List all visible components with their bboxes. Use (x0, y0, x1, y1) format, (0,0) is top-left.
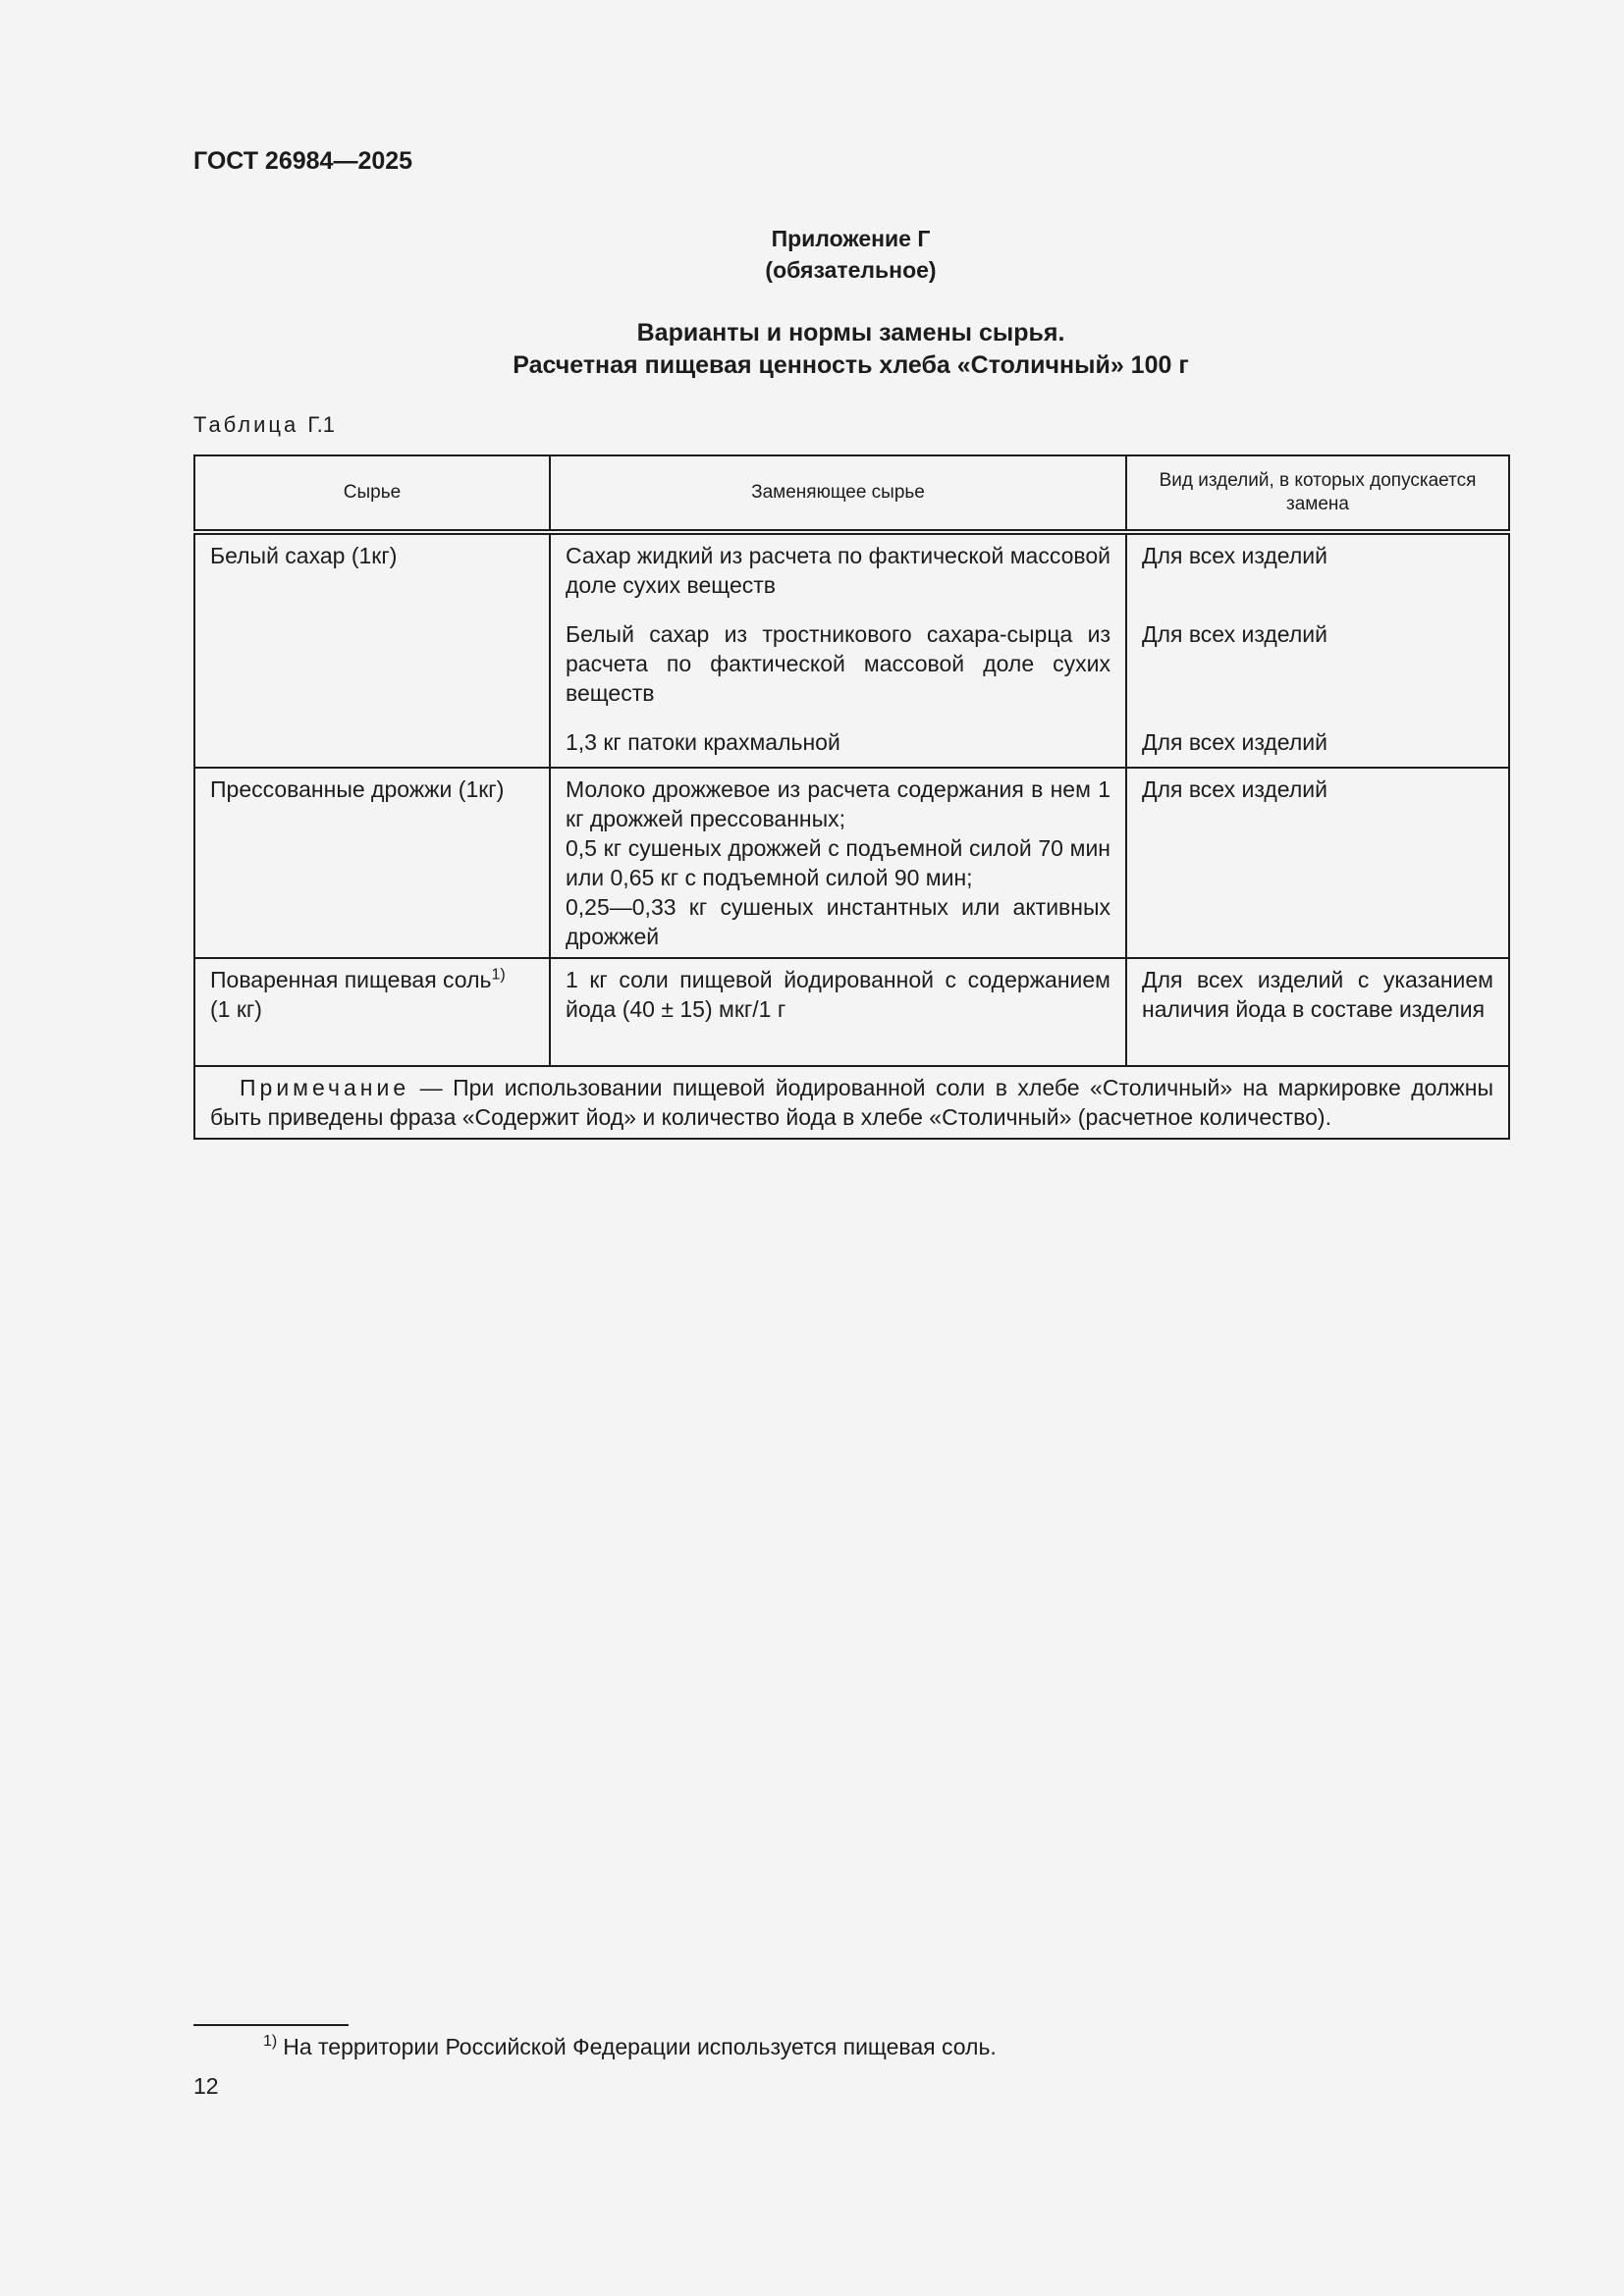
products-cell (1126, 958, 1509, 1066)
raw-name: Поваренная пищевая соль (210, 967, 492, 992)
footnote-marker: 1) (263, 2033, 278, 2051)
note-text: — При использовании пищевой йодированной соли в хлебе «Столичный» на маркировке должны быть приведены фраза «Содержит йод» и количество йода в хлебе «Столичный» (расчетное количество). (210, 1075, 1493, 1130)
replacement-cell (550, 958, 1126, 1066)
appendix-status: (обязательное) (765, 257, 937, 283)
table-row (194, 532, 1509, 768)
footnote-ref: 1) (491, 966, 506, 984)
table-row (194, 958, 1509, 1066)
replacement-item: 1 кг соли пищевой йодированной с содержанием йода (40 ± 15) мкг/1 г (566, 967, 1110, 1022)
products-item: Для всех изделий (1142, 776, 1327, 802)
raw-name: Белый сахар (1кг) (210, 543, 398, 568)
raw-cell (194, 532, 550, 768)
replacement-item: Молоко дрожжевое из расчета содержания в нем 1 кг дрожжей прессованных; (566, 776, 1110, 831)
products-item: Для всех изделий (1142, 543, 1327, 568)
header-products: Вид изделий, в которых допускается замена (1126, 455, 1509, 532)
table-caption-word: Таблица (193, 412, 299, 437)
table-caption-number: Г.1 (307, 412, 335, 437)
replacement-item: Белый сахар из тростникового сахара-сырца из расчета по фактической массовой доле сухих веществ (566, 621, 1110, 706)
products-item: Для всех изделий (1142, 621, 1327, 647)
raw-name: Прессованные дрожжи (1кг) (210, 776, 505, 802)
replacement-item: 0,5 кг сушеных дрожжей с подъемной силой 70 мин или 0,65 кг с подъемной силой 90 мин; (566, 835, 1110, 890)
section-title-line1: Варианты и нормы замены сырья. (636, 319, 1065, 347)
replacement-cell (550, 768, 1126, 958)
products-cell (1126, 532, 1509, 768)
replacement-item: 0,25—0,33 кг сушеных инстантных или активных дрожжей (566, 894, 1110, 949)
table-caption (193, 412, 335, 438)
raw-cell (194, 768, 550, 958)
replacement-item: 1,3 кг патоки крахмальной (566, 729, 840, 755)
replacement-item: Сахар жидкий из расчета по фактической массовой доле сухих веществ (566, 543, 1110, 598)
products-item: Для всех изделий (1142, 729, 1327, 755)
raw-quantity: (1 кг) (210, 996, 262, 1022)
raw-cell (194, 958, 550, 1066)
note-label: Примечание (240, 1075, 410, 1100)
table-row (194, 768, 1509, 958)
products-item: Для всех изделий с указанием наличия йода в составе изделия (1142, 967, 1493, 1022)
note-cell (194, 1066, 1509, 1139)
replacement-cell (550, 532, 1126, 768)
table-header-row (194, 455, 1509, 532)
footnote (263, 2034, 997, 2060)
section-title-line2: Расчетная пищевая ценность хлеба «Столичный» 100 г (513, 351, 1189, 379)
page-number: 12 (193, 2073, 219, 2099)
footnote-divider (193, 2024, 349, 2026)
header-replacement: Заменяющее сырье (550, 455, 1126, 532)
document-code: ГОСТ 26984—2025 (193, 147, 413, 175)
products-cell (1126, 768, 1509, 958)
substitution-table (193, 454, 1510, 1140)
raw-name-wrap (210, 965, 534, 994)
footnote-text: На территории Российской Федерации используется пищевая соль. (283, 2034, 997, 2059)
note-row (194, 1066, 1509, 1139)
appendix-title: Приложение Г (771, 226, 931, 251)
header-raw: Сырье (194, 455, 550, 532)
